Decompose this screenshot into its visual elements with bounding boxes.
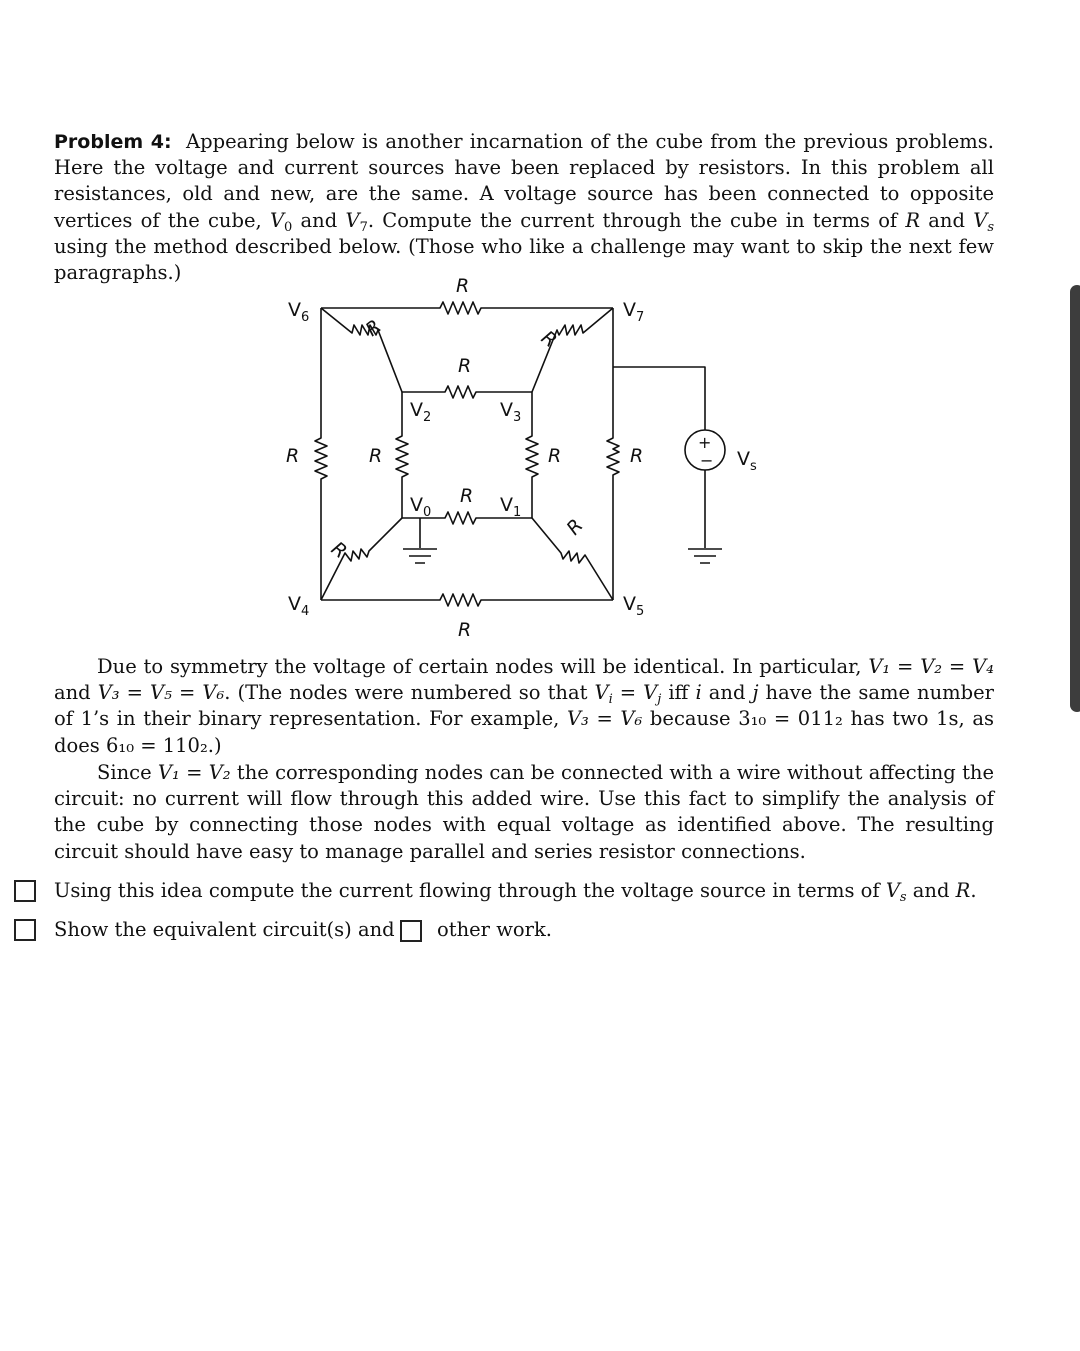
resistor-label-inner-left: R: [369, 445, 383, 467]
ground-vs: [688, 549, 722, 563]
resistor-label-inner-top: R: [458, 355, 472, 377]
resistor-label-diag-tl: R: [361, 315, 386, 341]
problem-label: Problem 4:: [54, 131, 172, 153]
node-label-v6: $V_6$: [288, 299, 310, 325]
node-label-vs: $V_s$: [737, 448, 757, 474]
node-label-v1: $V_1$: [500, 494, 522, 520]
task-1-text: Using this idea compute the current flowing through the voltage source in terms of $V_s$ and R.: [54, 879, 977, 905]
resistor-label-diag-bl: R: [326, 537, 351, 564]
wire-diag-tl: [321, 308, 402, 392]
task-2-checkbox[interactable]: [14, 919, 36, 941]
node-label-v7: $V_7$: [623, 299, 645, 325]
wire-right: [607, 308, 619, 600]
symmetry-paragraph: Due to symmetry the voltage of certain nodes will be identical. In particular, V₁ = V₂ = V₄ and V₃ = V₅ = V₆. (The nodes were numbered so that $V_i = V_j$ iff i and j have the same number of 1’s in their binary representation. For example, V₃ = V₆ because 3₁₀ = 011₂ has two 1s, as does 6₁₀ = 110₂.): [54, 655, 994, 757]
intro-text: Appearing below is another incarnation of the cube from the previous problems. Here the voltage and current sources have been replaced by resistors. In this problem all resistances, old and new, are the same. A voltage source has been connected to opposite vertices of the cube,: [54, 130, 994, 232]
node-label-v4: $V_4$: [288, 593, 310, 619]
source-plus-sign: +: [698, 433, 712, 452]
resistor-label-left: R: [286, 445, 300, 467]
resistor-label-top: R: [456, 275, 470, 297]
scrollbar-thumb[interactable]: [1070, 285, 1080, 712]
resistor-label-inner-right: R: [548, 445, 562, 467]
node-label-v3: $V_3$: [500, 399, 522, 425]
cube-circuit-diagram: [0, 260, 1080, 650]
wire-top: [321, 302, 613, 314]
resistor-label-inner-bottom: R: [460, 485, 474, 507]
task-1-checkbox[interactable]: [14, 880, 36, 902]
resistor-label-diag-br: R: [562, 514, 588, 540]
since-paragraph: Since V₁ = V₂ the corresponding nodes can be connected with a wire without affecting the circuit: no current will flow through this added wire. Use this fact to simplify the analysis of the cube by connecting those nodes with equal voltage as identified above. The resulting circuit should have easy to manage parallel and series resistor connections.: [54, 761, 994, 863]
node-label-v5: $V_5$: [623, 593, 645, 619]
task-2-text-a: Show the equivalent circuit(s) and: [54, 918, 395, 941]
resistor-label-right: R: [630, 445, 644, 467]
problem-statement: Problem 4: Appearing below is another incarnation of the cube from the previous problems. Here the voltage and current sources have been replaced by resistors. In this problem all resistances, old and new, are the same. A voltage source has been connected to opposite vertices of the cube, $V_0$ and $V_7$. Compute the current through the cube in terms of R and $V_s$ using the method described below. (Those who like a challenge may want to skip the next few paragraphs.): [54, 130, 994, 285]
wire-inner-top: [402, 386, 532, 398]
wire-inner-left: [396, 392, 408, 518]
node-label-v0: $V_0$: [410, 494, 432, 520]
wire-bottom: [321, 594, 613, 606]
wire-inner-right: [526, 392, 538, 518]
task-2-text-b: other work.: [437, 918, 552, 941]
wire-left: [315, 308, 327, 600]
resistor-label-bottom: R: [458, 619, 472, 641]
ground-v0: [403, 518, 437, 563]
task-3-checkbox[interactable]: [400, 920, 422, 942]
wire-diag-tr: [532, 308, 613, 392]
node-label-v2: $V_2$: [410, 399, 432, 425]
source-minus-sign: −: [700, 451, 714, 470]
resistor-label-diag-tr: R: [536, 326, 561, 353]
